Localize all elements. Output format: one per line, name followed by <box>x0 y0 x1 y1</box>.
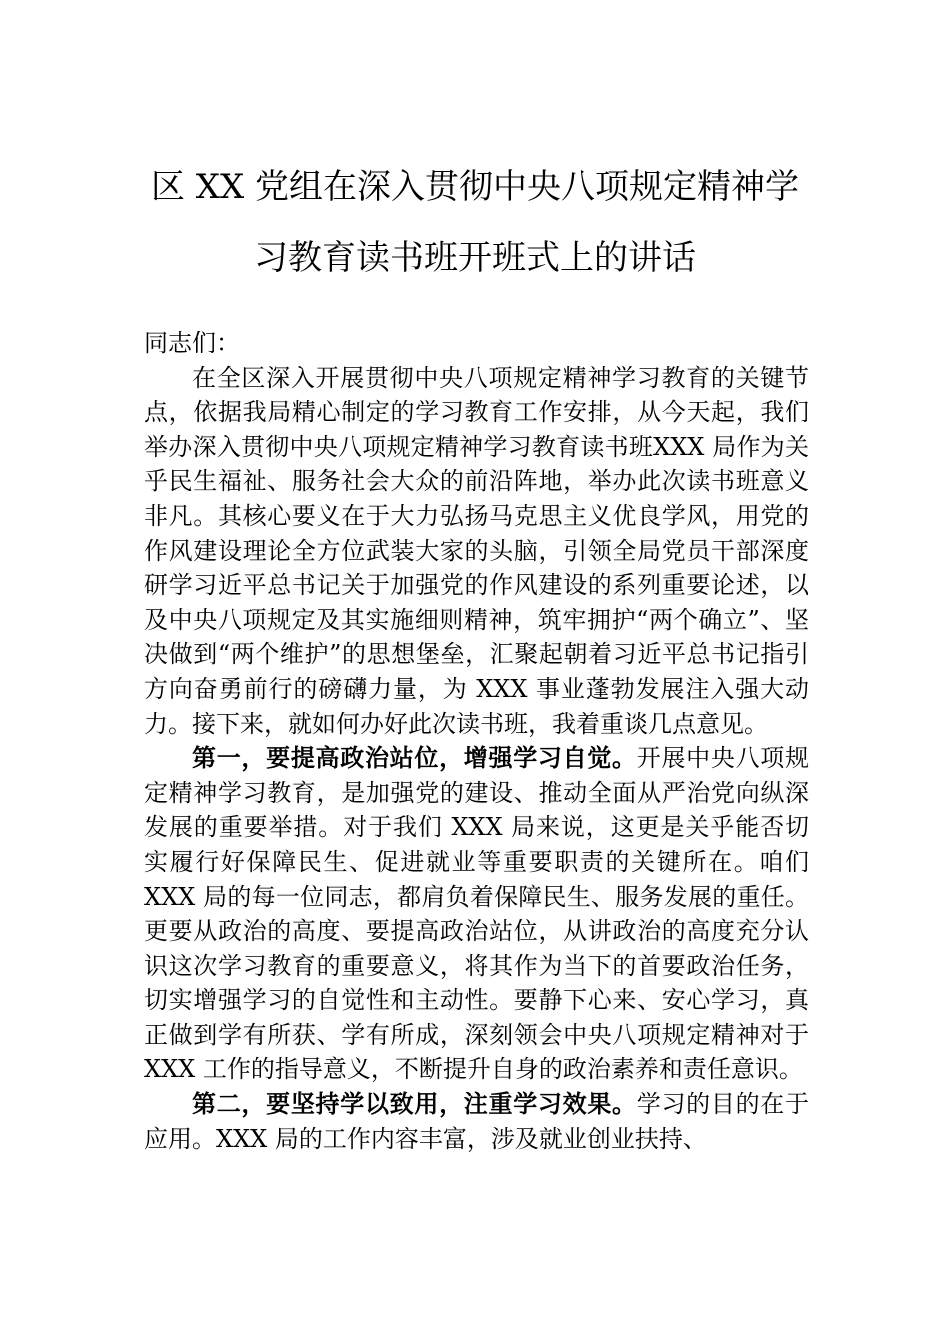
paragraph-lead: 第二，要坚持学以致用，注重学习效果。 <box>192 1089 637 1119</box>
document-title-line-1: 区 XX 党组在深入贯彻中央八项规定精神学 <box>150 167 800 207</box>
document-title-line-2: 习教育读书班开班式上的讲话 <box>254 238 696 278</box>
paragraph-first-point <box>144 741 809 1087</box>
paragraph-text: 在全区深入开展贯彻中央八项规定精神学习教育的关键节点，依据我局精心制定的学习教育工作安排，从今天起，我们举办深入贯彻中央八项规定精神学习教育读书班XXX 局作为关乎民生福祉、服务社会大众的前沿阵地，举办此次读书班意义非凡。其核心要义在于大力弘扬马克思主义优良学风，用党的作风建设理论全方位武装大家的头脑，引领全局党员干部深度研学习近平总书记关于加强党的作风建设的系列重要论述，以及中央八项规定及其实施细则精神，筑牢拥护“两个确立”、坚决做到“两个维护”的思想堡垒，汇聚起朝着习近平总书记指引方向奋勇前行的磅礴力量，为 XXX 事业蓬勃发展注入强大动力。接下来，就如何办好此次读书班，我着重谈几点意见。 <box>144 363 809 738</box>
paragraph-text: 开展中央八项规定精神学习教育，是加强党的建设、推动全面从严治党向纵深发展的重要举措。对于我们 XXX 局来说，这更是关乎能否切实履行好保障民生、促进就业等重要职责的关键所在。咱们 XXX 局的每一位同志，都肩负着保障民生、服务发展的重任。更要从政治的高度、要提高政治站位，从讲政治的高度充分认识这次学习教育的重要意义，将其作为当下的首要政治任务，切实增强学习的自觉性和主动性。要静下心来、安心学习，真正做到学有所获、学有所成，深刻领会中央八项规定精神对于 XXX 工作的指导意义，不断提升自身的政治素养和责任意识。 <box>144 744 809 1084</box>
greeting: 同志们： <box>144 329 240 357</box>
paragraph-lead: 第一，要提高政治站位，增强学习自觉。 <box>192 743 637 773</box>
document-body <box>144 326 809 1156</box>
paragraph-intro <box>144 361 809 742</box>
paragraph-text: 学习的目的在于应用。XXX 局的工作内容丰富，涉及就业创业扶持、 <box>144 1090 809 1153</box>
paragraph-second-point <box>144 1087 809 1156</box>
